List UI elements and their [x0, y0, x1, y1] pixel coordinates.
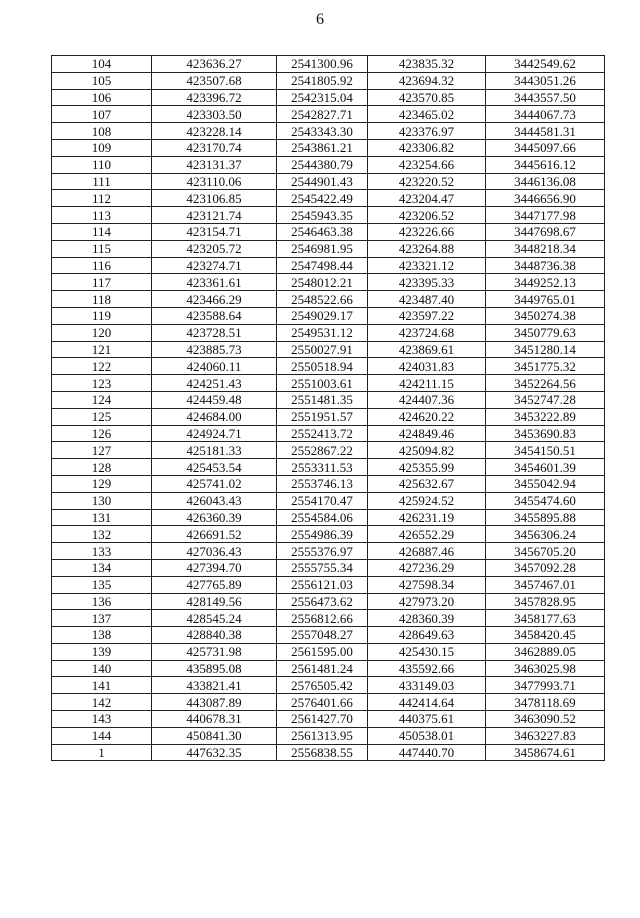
table-row — [52, 442, 605, 459]
x2-cell: 423694.32 — [368, 72, 486, 89]
x2-cell: 423204.47 — [368, 190, 486, 207]
y1-cell: 2555376.97 — [277, 543, 368, 560]
y1-cell: 2552413.72 — [277, 425, 368, 442]
y1-cell: 2561427.70 — [277, 711, 368, 728]
x2-cell: 425430.15 — [368, 643, 486, 660]
y2-cell: 3447698.67 — [486, 223, 605, 240]
y1-cell: 2551003.61 — [277, 375, 368, 392]
point-number-cell: 105 — [52, 72, 152, 89]
y1-cell: 2546463.38 — [277, 223, 368, 240]
x2-cell: 428649.63 — [368, 627, 486, 644]
x1-cell: 425731.98 — [152, 643, 277, 660]
x1-cell: 423885.73 — [152, 341, 277, 358]
x1-cell: 433821.41 — [152, 677, 277, 694]
x2-cell: 442414.64 — [368, 694, 486, 711]
table-row — [52, 341, 605, 358]
point-number-cell: 139 — [52, 643, 152, 660]
y2-cell: 3444581.31 — [486, 123, 605, 140]
table-row — [52, 610, 605, 627]
y1-cell: 2556838.55 — [277, 744, 368, 761]
point-number-cell: 127 — [52, 442, 152, 459]
table-row — [52, 593, 605, 610]
x1-cell: 423110.06 — [152, 173, 277, 190]
y2-cell: 3456705.20 — [486, 543, 605, 560]
point-number-cell: 110 — [52, 156, 152, 173]
y1-cell: 2554986.39 — [277, 526, 368, 543]
y2-cell: 3450779.63 — [486, 324, 605, 341]
table-row — [52, 425, 605, 442]
point-number-cell: 125 — [52, 408, 152, 425]
x2-cell: 427236.29 — [368, 559, 486, 576]
y1-cell: 2557048.27 — [277, 627, 368, 644]
x1-cell: 423274.71 — [152, 257, 277, 274]
y1-cell: 2561481.24 — [277, 660, 368, 677]
x1-cell: 427394.70 — [152, 559, 277, 576]
x2-cell: 424620.22 — [368, 408, 486, 425]
table-row — [52, 408, 605, 425]
x2-cell: 426231.19 — [368, 509, 486, 526]
x1-cell: 424924.71 — [152, 425, 277, 442]
x1-cell: 425453.54 — [152, 459, 277, 476]
y2-cell: 3445097.66 — [486, 139, 605, 156]
x2-cell: 423487.40 — [368, 291, 486, 308]
x2-cell: 423597.22 — [368, 307, 486, 324]
y2-cell: 3444067.73 — [486, 106, 605, 123]
point-number-cell: 119 — [52, 307, 152, 324]
y1-cell: 2549029.17 — [277, 307, 368, 324]
x2-cell: 424211.15 — [368, 375, 486, 392]
point-number-cell: 1 — [52, 744, 152, 761]
y1-cell: 2542827.71 — [277, 106, 368, 123]
y2-cell: 3478118.69 — [486, 694, 605, 711]
y1-cell: 2555755.34 — [277, 559, 368, 576]
y2-cell: 3454150.51 — [486, 442, 605, 459]
y2-cell: 3457828.95 — [486, 593, 605, 610]
x2-cell: 423869.61 — [368, 341, 486, 358]
x2-cell: 423724.68 — [368, 324, 486, 341]
table-row — [52, 475, 605, 492]
x2-cell: 426887.46 — [368, 543, 486, 560]
x1-cell: 423205.72 — [152, 240, 277, 257]
x1-cell: 423106.85 — [152, 190, 277, 207]
y1-cell: 2544901.43 — [277, 173, 368, 190]
x1-cell: 426691.52 — [152, 526, 277, 543]
x2-cell: 423254.66 — [368, 156, 486, 173]
x2-cell: 424031.83 — [368, 358, 486, 375]
y2-cell: 3443051.26 — [486, 72, 605, 89]
table-row — [52, 291, 605, 308]
x2-cell: 435592.66 — [368, 660, 486, 677]
table-row — [52, 694, 605, 711]
x2-cell: 423376.97 — [368, 123, 486, 140]
x2-cell: 423264.88 — [368, 240, 486, 257]
x2-cell: 423306.82 — [368, 139, 486, 156]
table-row — [52, 677, 605, 694]
table-row — [52, 358, 605, 375]
x1-cell: 440678.31 — [152, 711, 277, 728]
point-number-cell: 137 — [52, 610, 152, 627]
table-row — [52, 509, 605, 526]
point-number-cell: 106 — [52, 89, 152, 106]
x2-cell: 426552.29 — [368, 526, 486, 543]
y2-cell: 3451775.32 — [486, 358, 605, 375]
x1-cell: 424459.48 — [152, 391, 277, 408]
point-number-cell: 104 — [52, 56, 152, 73]
table-row — [52, 190, 605, 207]
table-row — [52, 223, 605, 240]
y1-cell: 2554584.06 — [277, 509, 368, 526]
x2-cell: 424407.36 — [368, 391, 486, 408]
table-row — [52, 173, 605, 190]
x1-cell: 443087.89 — [152, 694, 277, 711]
y1-cell: 2542315.04 — [277, 89, 368, 106]
x1-cell: 425181.33 — [152, 442, 277, 459]
y1-cell: 2556812.66 — [277, 610, 368, 627]
point-number-cell: 133 — [52, 543, 152, 560]
y2-cell: 3448736.38 — [486, 257, 605, 274]
point-number-cell: 130 — [52, 492, 152, 509]
x1-cell: 423507.68 — [152, 72, 277, 89]
y1-cell: 2549531.12 — [277, 324, 368, 341]
y1-cell: 2545422.49 — [277, 190, 368, 207]
x2-cell: 423465.02 — [368, 106, 486, 123]
table-row — [52, 106, 605, 123]
table-row — [52, 156, 605, 173]
y2-cell: 3477993.71 — [486, 677, 605, 694]
y2-cell: 3454601.39 — [486, 459, 605, 476]
point-number-cell: 123 — [52, 375, 152, 392]
x2-cell: 427973.20 — [368, 593, 486, 610]
table-row — [52, 72, 605, 89]
point-number-cell: 108 — [52, 123, 152, 140]
table-row — [52, 139, 605, 156]
point-number-cell: 121 — [52, 341, 152, 358]
y1-cell: 2541805.92 — [277, 72, 368, 89]
y1-cell: 2550027.91 — [277, 341, 368, 358]
point-number-cell: 111 — [52, 173, 152, 190]
y1-cell: 2561595.00 — [277, 643, 368, 660]
x1-cell: 447632.35 — [152, 744, 277, 761]
y2-cell: 3452264.56 — [486, 375, 605, 392]
y1-cell: 2551951.57 — [277, 408, 368, 425]
y1-cell: 2545943.35 — [277, 207, 368, 224]
table-row — [52, 240, 605, 257]
x1-cell: 423131.37 — [152, 156, 277, 173]
x1-cell: 427765.89 — [152, 576, 277, 593]
table-row — [52, 492, 605, 509]
y1-cell: 2554170.47 — [277, 492, 368, 509]
x2-cell: 425094.82 — [368, 442, 486, 459]
table-row — [52, 711, 605, 728]
x1-cell: 423588.64 — [152, 307, 277, 324]
y1-cell: 2547498.44 — [277, 257, 368, 274]
point-number-cell: 114 — [52, 223, 152, 240]
table-row — [52, 89, 605, 106]
point-number-cell: 112 — [52, 190, 152, 207]
y2-cell: 3463227.83 — [486, 727, 605, 744]
y1-cell: 2551481.35 — [277, 391, 368, 408]
table-row — [52, 543, 605, 560]
x1-cell: 423636.27 — [152, 56, 277, 73]
y1-cell: 2543343.30 — [277, 123, 368, 140]
point-number-cell: 135 — [52, 576, 152, 593]
y2-cell: 3458674.61 — [486, 744, 605, 761]
x1-cell: 427036.43 — [152, 543, 277, 560]
y2-cell: 3446136.08 — [486, 173, 605, 190]
y1-cell: 2548012.21 — [277, 274, 368, 291]
table-row — [52, 257, 605, 274]
y2-cell: 3452747.28 — [486, 391, 605, 408]
y1-cell: 2552867.22 — [277, 442, 368, 459]
y2-cell: 3457092.28 — [486, 559, 605, 576]
y1-cell: 2553746.13 — [277, 475, 368, 492]
table-row — [52, 727, 605, 744]
x2-cell: 424849.46 — [368, 425, 486, 442]
table-row — [52, 207, 605, 224]
y2-cell: 3449765.01 — [486, 291, 605, 308]
table-row — [52, 307, 605, 324]
y2-cell: 3455042.94 — [486, 475, 605, 492]
y2-cell: 3449252.13 — [486, 274, 605, 291]
table-row — [52, 123, 605, 140]
table-row — [52, 274, 605, 291]
table-row — [52, 459, 605, 476]
y1-cell: 2548522.66 — [277, 291, 368, 308]
y2-cell: 3462889.05 — [486, 643, 605, 660]
x1-cell: 428840.38 — [152, 627, 277, 644]
x2-cell: 423206.52 — [368, 207, 486, 224]
x1-cell: 423396.72 — [152, 89, 277, 106]
point-number-cell: 129 — [52, 475, 152, 492]
table-row — [52, 375, 605, 392]
x1-cell: 423228.14 — [152, 123, 277, 140]
y2-cell: 3463025.98 — [486, 660, 605, 677]
x1-cell: 425741.02 — [152, 475, 277, 492]
x2-cell: 425355.99 — [368, 459, 486, 476]
y2-cell: 3458177.63 — [486, 610, 605, 627]
y2-cell: 3448218.34 — [486, 240, 605, 257]
x1-cell: 423303.50 — [152, 106, 277, 123]
point-number-cell: 140 — [52, 660, 152, 677]
y2-cell: 3453690.83 — [486, 425, 605, 442]
y2-cell: 3455895.88 — [486, 509, 605, 526]
x1-cell: 424684.00 — [152, 408, 277, 425]
point-number-cell: 109 — [52, 139, 152, 156]
y1-cell: 2576505.42 — [277, 677, 368, 694]
x1-cell: 424251.43 — [152, 375, 277, 392]
y1-cell: 2544380.79 — [277, 156, 368, 173]
point-number-cell: 118 — [52, 291, 152, 308]
point-number-cell: 115 — [52, 240, 152, 257]
y2-cell: 3463090.52 — [486, 711, 605, 728]
point-number-cell: 126 — [52, 425, 152, 442]
y2-cell: 3442549.62 — [486, 56, 605, 73]
table-row — [52, 744, 605, 761]
y2-cell: 3450274.38 — [486, 307, 605, 324]
point-number-cell: 107 — [52, 106, 152, 123]
table-row — [52, 391, 605, 408]
x1-cell: 423170.74 — [152, 139, 277, 156]
y2-cell: 3455474.60 — [486, 492, 605, 509]
point-number-cell: 120 — [52, 324, 152, 341]
y1-cell: 2550518.94 — [277, 358, 368, 375]
x1-cell: 428545.24 — [152, 610, 277, 627]
point-number-cell: 122 — [52, 358, 152, 375]
y1-cell: 2576401.66 — [277, 694, 368, 711]
x1-cell: 428149.56 — [152, 593, 277, 610]
point-number-cell: 131 — [52, 509, 152, 526]
x2-cell: 440375.61 — [368, 711, 486, 728]
point-number-cell: 142 — [52, 694, 152, 711]
x1-cell: 450841.30 — [152, 727, 277, 744]
point-number-cell: 134 — [52, 559, 152, 576]
point-number-cell: 141 — [52, 677, 152, 694]
table-row — [52, 56, 605, 73]
y2-cell: 3458420.45 — [486, 627, 605, 644]
point-number-cell: 132 — [52, 526, 152, 543]
x2-cell: 423226.66 — [368, 223, 486, 240]
x2-cell: 423395.33 — [368, 274, 486, 291]
y2-cell: 3453222.89 — [486, 408, 605, 425]
page-number: 6 — [316, 11, 324, 28]
x2-cell: 423220.52 — [368, 173, 486, 190]
x1-cell: 423154.71 — [152, 223, 277, 240]
x1-cell: 426360.39 — [152, 509, 277, 526]
x2-cell: 447440.70 — [368, 744, 486, 761]
y1-cell: 2553311.53 — [277, 459, 368, 476]
y1-cell: 2556473.62 — [277, 593, 368, 610]
table-row — [52, 643, 605, 660]
x1-cell: 435895.08 — [152, 660, 277, 677]
table-row — [52, 660, 605, 677]
y2-cell: 3446656.90 — [486, 190, 605, 207]
x2-cell: 425924.52 — [368, 492, 486, 509]
point-number-cell: 138 — [52, 627, 152, 644]
coordinates-table — [51, 55, 605, 761]
point-number-cell: 144 — [52, 727, 152, 744]
y1-cell: 2556121.03 — [277, 576, 368, 593]
x2-cell: 423835.32 — [368, 56, 486, 73]
y2-cell: 3443557.50 — [486, 89, 605, 106]
x1-cell: 423361.61 — [152, 274, 277, 291]
y2-cell: 3457467.01 — [486, 576, 605, 593]
table-row — [52, 559, 605, 576]
table-row — [52, 576, 605, 593]
y1-cell: 2541300.96 — [277, 56, 368, 73]
x2-cell: 425632.67 — [368, 475, 486, 492]
y1-cell: 2543861.21 — [277, 139, 368, 156]
point-number-cell: 128 — [52, 459, 152, 476]
x2-cell: 423570.85 — [368, 89, 486, 106]
point-number-cell: 117 — [52, 274, 152, 291]
point-number-cell: 124 — [52, 391, 152, 408]
y1-cell: 2546981.95 — [277, 240, 368, 257]
x1-cell: 424060.11 — [152, 358, 277, 375]
table-row — [52, 627, 605, 644]
y2-cell: 3451280.14 — [486, 341, 605, 358]
table-row — [52, 324, 605, 341]
y2-cell: 3447177.98 — [486, 207, 605, 224]
y2-cell: 3456306.24 — [486, 526, 605, 543]
x1-cell: 423466.29 — [152, 291, 277, 308]
x1-cell: 426043.43 — [152, 492, 277, 509]
point-number-cell: 136 — [52, 593, 152, 610]
point-number-cell: 116 — [52, 257, 152, 274]
table-row — [52, 526, 605, 543]
x2-cell: 433149.03 — [368, 677, 486, 694]
x1-cell: 423121.74 — [152, 207, 277, 224]
table-body — [52, 56, 605, 761]
y1-cell: 2561313.95 — [277, 727, 368, 744]
point-number-cell: 113 — [52, 207, 152, 224]
x2-cell: 450538.01 — [368, 727, 486, 744]
point-number-cell: 143 — [52, 711, 152, 728]
y2-cell: 3445616.12 — [486, 156, 605, 173]
x2-cell: 428360.39 — [368, 610, 486, 627]
x2-cell: 427598.34 — [368, 576, 486, 593]
x1-cell: 423728.51 — [152, 324, 277, 341]
x2-cell: 423321.12 — [368, 257, 486, 274]
